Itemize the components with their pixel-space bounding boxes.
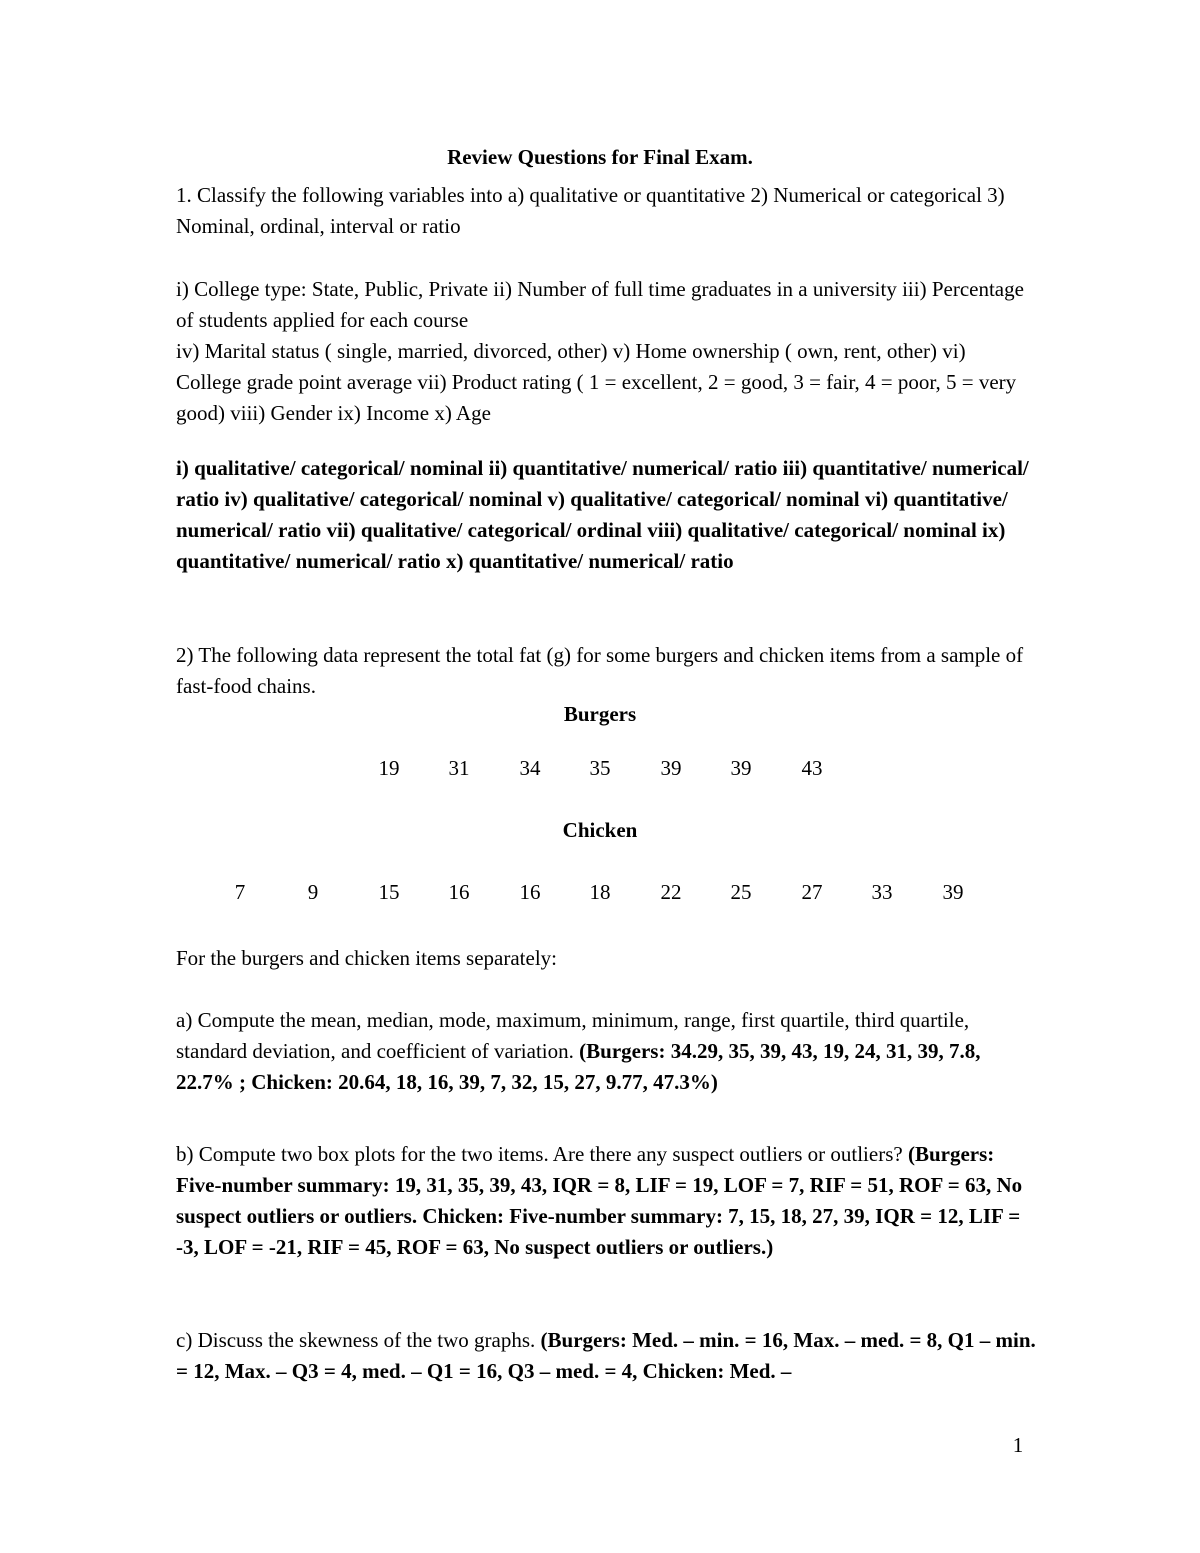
part-c — [176, 1325, 1036, 1387]
part-c-text: c) Discuss the skewness of the two graphs. — [176, 1328, 536, 1352]
chicken-value: 16 — [519, 880, 541, 904]
separately-instruction: For the burgers and chicken items separately: — [176, 946, 557, 970]
burgers-value: 34 — [519, 756, 541, 780]
burgers-value: 19 — [378, 756, 400, 780]
chicken-value: 27 — [801, 880, 823, 904]
chicken-value: 39 — [942, 880, 964, 904]
page-number: 1 — [1012, 1433, 1024, 1457]
burgers-value: 43 — [801, 756, 823, 780]
chicken-value: 9 — [307, 880, 319, 904]
part-c-answer: (Burgers: Med. – min. = 16, Max. – med. = 8, Q1 – min. = 12, Max. – Q3 = 4, med. – Q1 = 16, Q3 – med. = 4, Chicken: Med. – — [176, 1328, 1036, 1383]
part-b-text: b) Compute two box plots for the two items. Are there any suspect outliers or outliers? — [176, 1142, 903, 1166]
part-a-text: a) Compute the mean, median, mode, maximum, minimum, range, first quartile, third quartile, standard deviation, and coefficient of variation. — [176, 1008, 970, 1063]
part-a-answer: (Burgers: 34.29, 35, 39, 43, 19, 24, 31, 39, 7.8, 22.7% ; Chicken: 20.64, 18, 16, 39, 7, 32, 15, 27, 9.77, 47.3%) — [176, 1039, 981, 1094]
burgers-value: 39 — [660, 756, 682, 780]
part-b-answer: (Burgers: Five-number summary: 19, 31, 35, 39, 43, IQR = 8, LIF = 19, LOF = 7, RIF = 51, ROF = 63, No suspect outliers or outliers. Chicken: Five-number summary: 7, 15, 18, 27, 39, IQR = 12, LIF = -3, LOF = -21, RIF = 45, ROF = 63, No suspect outliers or outliers.) — [176, 1142, 1023, 1259]
chicken-value: 16 — [448, 880, 470, 904]
question-1-answer: i) qualitative/ categorical/ nominal ii) quantitative/ numerical/ ratio iii) quantitative/ numerical/ ratio iv) qualitative/ categorical/ nominal v) qualitative/ categorical/ nominal vi) quantitative/ numerical/ ratio vii) qualitative/ categorical/ ordinal viii) qualitative/ categorical/ nominal ix) quantitative/ numerical/ ratio x) quantitative/ numerical/ ratio — [176, 456, 1029, 573]
question-1-prompt: 1. Classify the following variables into a) qualitative or quantitative 2) Numerical or categorical 3) Nominal, ordinal, interval or ratio — [176, 183, 1005, 238]
chicken-label: Chicken — [562, 818, 638, 842]
chicken-value: 22 — [660, 880, 682, 904]
chicken-value: 18 — [589, 880, 611, 904]
chicken-value: 7 — [234, 880, 246, 904]
chicken-data-row — [0, 880, 1200, 911]
part-b — [176, 1139, 1036, 1263]
chicken-value: 25 — [730, 880, 752, 904]
chicken-value: 15 — [378, 880, 400, 904]
question-1-variables-continued: iv) Marital status ( single, married, divorced, other) v) Home ownership ( own, rent, other) vi) College grade point average vii) Product rating ( 1 = excellent, 2 = good, 3 = fair, 4 = poor, 5 = very good) viii) Gender ix) Income x) Age — [176, 339, 1017, 425]
burgers-value: 35 — [589, 756, 611, 780]
page-title: Review Questions for Final Exam. — [447, 145, 753, 169]
burgers-data-row — [0, 756, 1200, 787]
question-2-prompt: 2) The following data represent the total fat (g) for some burgers and chicken items from a sample of fast-food chains. — [176, 643, 1024, 698]
question-1-variables: i) College type: State, Public, Private ii) Number of full time graduates in a university iii) Percentage of students applied for each course — [176, 277, 1024, 332]
chicken-value: 33 — [871, 880, 893, 904]
burgers-label: Burgers — [563, 702, 637, 726]
burgers-value: 31 — [448, 756, 470, 780]
part-a — [176, 1005, 1036, 1098]
burgers-value: 39 — [730, 756, 752, 780]
